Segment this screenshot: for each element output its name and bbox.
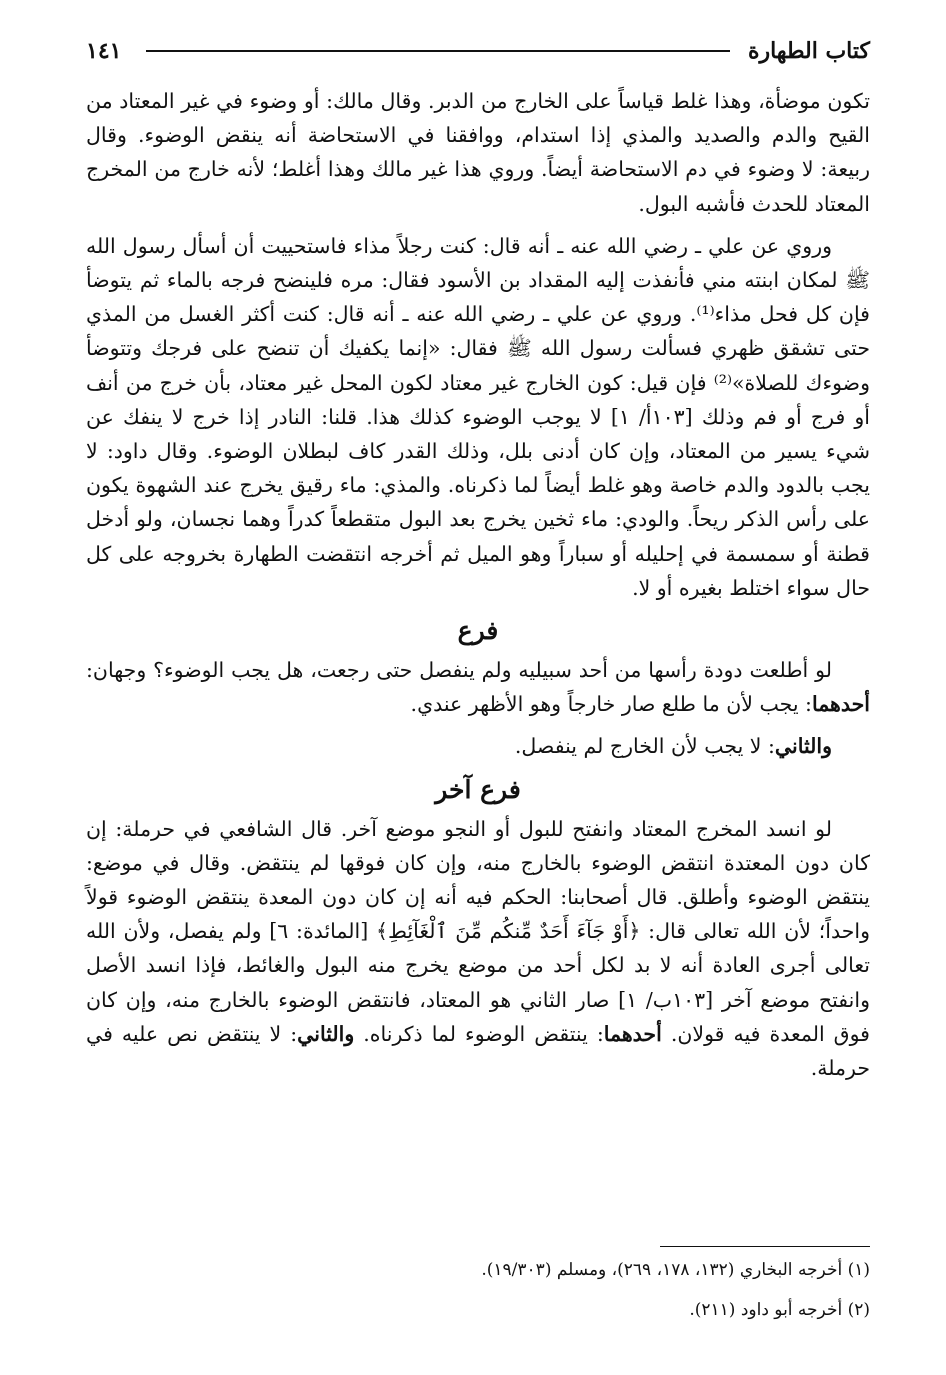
footnote-2: (٢) أخرجه أبو داود (٢١١). [689, 1300, 870, 1320]
section-heading-far: فرع [457, 616, 499, 646]
paragraph-2: وروي عن علي ـ رضي الله عنه ـ أنه قال: كنت رجلاً مذاء فاستحييت أن أسأل رسول الله ﷺ لمكان ابنته مني فأنفذت إليه المقداد بن الأسود فقال: مره فلينضح فرجه بالماء ثم يتوضأ فإن كل فحل مذاء⁽¹⁾. وروي عن علي ـ رضي الله عنه ـ أنه قال: كنت أكثر الغسل من المذي حتى تشقق ظهري فسألت رسول الله ﷺ فقال: «إنما يكفيك أن تنضح على فرجك وتتوضأ وضوءك للصلاة»⁽²⁾ فإن قيل: كون الخارج غير معتاد لكون المحل غير معتاد، بأن خرج من أنف أو فرج أو فم وذلك [١٠٣أ/ ١] لا يوجب الوضوء كذلك هذا. قلنا: النادر إذا خرج لا ينفك عن شيء يسير من المعتاد، وإن كان أدنى بلل، وذلك القدر كاف لبطلان الوضوء. وقال داود: لا يجب بالدود والدم خاصة وهو غلط أيضاً لما ذكرناه. والمذي: ماء رقيق يخرج عند الشهوة يكون على رأس الذكر ريحاً. والودي: ماء ثخين يخرج بعد البول متقطعاً كدراً وهما نجسان، ولو أدخل قطنة أو سمسمة في إحليله أو سباراً وهو الميل ثم أخرجه انتقضت الطهارة بخروجه على كل حال سواء اختلط بغيره أو لا. [86, 233, 871, 600]
header-rule [146, 50, 730, 52]
second-opinion-label: والثاني [774, 734, 832, 759]
second-opinion-text: : لا يجب لأن الخارج لم ينفصل. [514, 734, 775, 759]
paragraph-3-text: لو أطلعت دودة رأسها من أحد سبيليه ولم ينفصل حتى رجعت، هل يجب الوضوء؟ وجهان: [86, 658, 832, 683]
first-view-text: : ينتقض الوضوء لما ذكرناه. [363, 1021, 604, 1046]
paragraph-5 [86, 812, 870, 1086]
page-body [86, 84, 870, 1085]
first-view-label: أحدهما [603, 1021, 662, 1046]
paragraph-1: تكون موضأة، وهذا غلط قياساً على الخارج من الدبر. وقال مالك: أو وضوء في غير المعتاد من القيح والدم والصديد والمذي إذا استدام، ووافقنا في الاستحاضة أنه ينقض الوضوء. وقال ربيعة: لا وضوء في دم الاستحاضة أيضاً. وروي هذا غير مالك وهذا أغلط؛ لأنه خارج من المخرج المعتاد للحدث فأشبه البول. [86, 89, 870, 216]
second-view-label: والثاني [297, 1021, 355, 1046]
paragraph-5-text: لو انسد المخرج المعتاد وانفتح للبول أو النجو موضع آخر. قال الشافعي في حرملة: إن كان دون المعتدة انتقض الوضوء بالخارج منه، وإن كان فوقها لم ينتقض. وقال في موضع: ينتقض الوضوء وأطلق. قال أصحابنا: الحكم فيه أنه إن كان دون المعدة ينتقض الوضوء قولاً واحداً؛ لأن الله تعالى قال: ﴿أَوْ جَآءَ أَحَدٌ مِّنكُم مِّنَ ٱلْغَآئِطِ﴾ [المائدة: ٦] ولم يفصل، ولأن الله تعالى أجرى العادة أنه لا بد لكل أحد من موضع يخرج منه البول والغائط، فإذا انسد الأصل وانفتح موضع آخر [١٠٣ب/ ١] صار الثاني هو المعتاد، فانتقض الوضوء بالخارج منه، وإن كان فوق المعدة فيه قولان. [86, 816, 871, 1046]
first-opinion-text: : يجب لأن ما طلع صار خارجاً وهو الأظهر عندي. [410, 692, 812, 717]
footnote-separator [660, 1246, 870, 1247]
page-header [86, 34, 870, 74]
paragraph-3 [86, 653, 870, 721]
footnote-1: (١) أخرجه البخاري (١٣٢، ١٧٨، ٢٦٩)، ومسلم (١٩/٣٠٣). [481, 1260, 870, 1280]
first-opinion-label: أحدهما [811, 692, 870, 717]
paragraph-4 [86, 729, 870, 763]
footnotes [86, 1246, 870, 1337]
section-heading-far-akhar: فرع آخر [435, 774, 521, 804]
book-title: كتاب الطهارة [747, 38, 870, 64]
page-number: ١٤١ [86, 38, 122, 64]
second-view-text: : لا ينتقض نص عليه في حرملة. [86, 1021, 870, 1081]
